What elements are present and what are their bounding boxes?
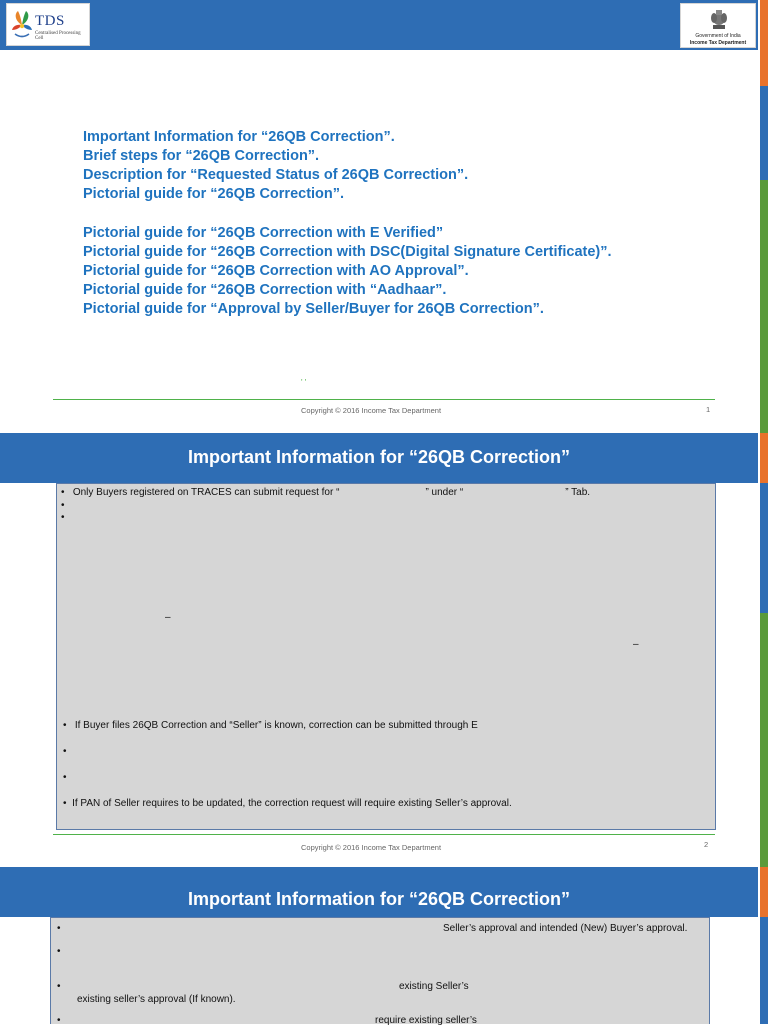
bullet-item: •	[61, 512, 65, 523]
bullet-item: •	[57, 923, 61, 934]
page-number: 1	[706, 405, 711, 414]
toc-item[interactable]: Pictorial guide for “26QB Correction with AO Approval”.	[83, 263, 469, 279]
government-emblem-logo	[680, 3, 756, 48]
side-strip-orange	[760, 0, 768, 86]
toc-item[interactable]: Important Information for “26QB Correction”.	[83, 129, 395, 145]
toc-item[interactable]: Pictorial guide for “Approval by Seller/Buyer for 26QB Correction”.	[83, 301, 544, 317]
bullet-item: •	[57, 1015, 61, 1026]
tds-logo-text: TDS	[35, 13, 65, 29]
dash-mark: –	[165, 612, 171, 623]
copyright-text: Copyright © 2016 Income Tax Department	[301, 406, 442, 415]
gov-logo-line2: Income Tax Department	[689, 40, 747, 46]
dash-mark: –	[633, 639, 639, 650]
side-strip-orange-3	[760, 867, 768, 917]
slide-title-bar	[0, 867, 758, 917]
slide-title-bar	[0, 433, 758, 483]
slide-title: Important Information for “26QB Correction”	[187, 889, 571, 909]
bullet-item: •	[61, 500, 65, 511]
gov-logo-line1: Government of India	[695, 33, 741, 39]
bullet-item: • If Buyer files 26QB Correction and “Seller” is known, correction can be submitted through E	[63, 720, 478, 731]
side-strip-green	[760, 180, 768, 433]
tds-logo	[6, 3, 90, 46]
page-number: 2	[704, 840, 709, 849]
stray-mark: ' '	[301, 378, 307, 387]
side-strip-green-2	[760, 613, 768, 867]
toc-item[interactable]: Description for “Requested Status of 26QB Correction”.	[83, 167, 469, 183]
national-emblem-icon	[709, 7, 729, 31]
bullet-item: •	[57, 946, 61, 957]
tds-emblem-icon	[11, 9, 33, 39]
bullet-text: existing seller’s approval (If known).	[77, 994, 236, 1005]
side-strip-blue-2	[760, 483, 768, 613]
footer-rule	[53, 834, 715, 835]
toc-item[interactable]: Pictorial guide for “26QB Correction with DSC(Digital Signature Certificate)”.	[83, 244, 612, 260]
bullet-text: require existing seller’s	[375, 1015, 477, 1026]
page-header-bar	[0, 0, 758, 50]
toc-item[interactable]: Pictorial guide for “26QB Correction”.	[83, 186, 345, 202]
side-strip-orange-2	[760, 433, 768, 483]
bullet-item: •	[63, 746, 67, 757]
bullet-item: • Only Buyers registered on TRACES can submit request for “ ” under “ ” Tab.	[61, 487, 591, 498]
bullet-text: existing Seller’s	[399, 981, 469, 992]
side-strip-blue-3	[760, 917, 768, 1024]
toc-item[interactable]: Pictorial guide for “26QB Correction with E Verified”	[83, 225, 444, 241]
footer-rule	[53, 399, 715, 400]
bullet-text: Seller’s approval and intended (New) Buyer’s approval.	[443, 923, 688, 934]
slide-title: Important Information for “26QB Correction”	[187, 447, 571, 467]
bullet-item: • If PAN of Seller requires to be updated, the correction request will require existing Seller’s approval.	[63, 798, 512, 809]
content-box	[50, 917, 710, 1024]
side-strip-blue	[760, 86, 768, 180]
content-box	[56, 483, 716, 830]
toc-item[interactable]: Brief steps for “26QB Correction”.	[83, 148, 320, 164]
toc-item[interactable]: Pictorial guide for “26QB Correction with “Aadhaar”.	[83, 282, 447, 298]
bullet-item: •	[63, 772, 67, 783]
bullet-item: •	[57, 981, 61, 992]
copyright-text: Copyright © 2016 Income Tax Department	[301, 843, 442, 852]
tds-logo-subtext: Centralised Processing Cell	[35, 31, 81, 41]
